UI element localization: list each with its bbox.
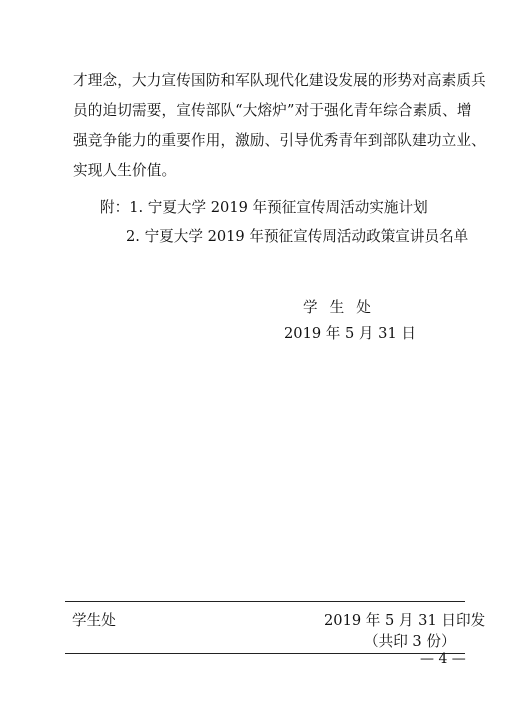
- signature-date: 2019 年 5 月 31 日: [284, 325, 416, 342]
- footer-copies: （共印 3 份）: [364, 633, 456, 650]
- footer-issuer: 学生处: [72, 612, 116, 629]
- body-line-3: 强竞争能力的重要作用，激励、引导优秀青年到部队建功立业、: [73, 132, 486, 149]
- body-line-2: 员的迫切需要，宣传部队“大熔炉”对于强化青年综合素质、增: [73, 102, 472, 119]
- body-line-4: 实现人生价值。: [73, 162, 177, 179]
- footer-top-rule: [65, 601, 465, 602]
- page-number: — 4 —: [420, 651, 466, 667]
- signature-department: 学生处: [303, 299, 383, 316]
- attachment-item-1: 附：1. 宁夏大学 2019 年预征宣传周活动实施计划: [100, 199, 428, 216]
- footer-issue-date: 2019 年 5 月 31 日印发: [324, 612, 486, 629]
- attachment-item-2: 2. 宁夏大学 2019 年预征宣传周活动政策宣讲员名单: [126, 228, 469, 245]
- body-line-1: 才理念，大力宣传国防和军队现代化建设发展的形势对高素质兵: [73, 72, 486, 89]
- footer-bottom-rule: [65, 653, 465, 654]
- body-paragraph: [73, 66, 486, 186]
